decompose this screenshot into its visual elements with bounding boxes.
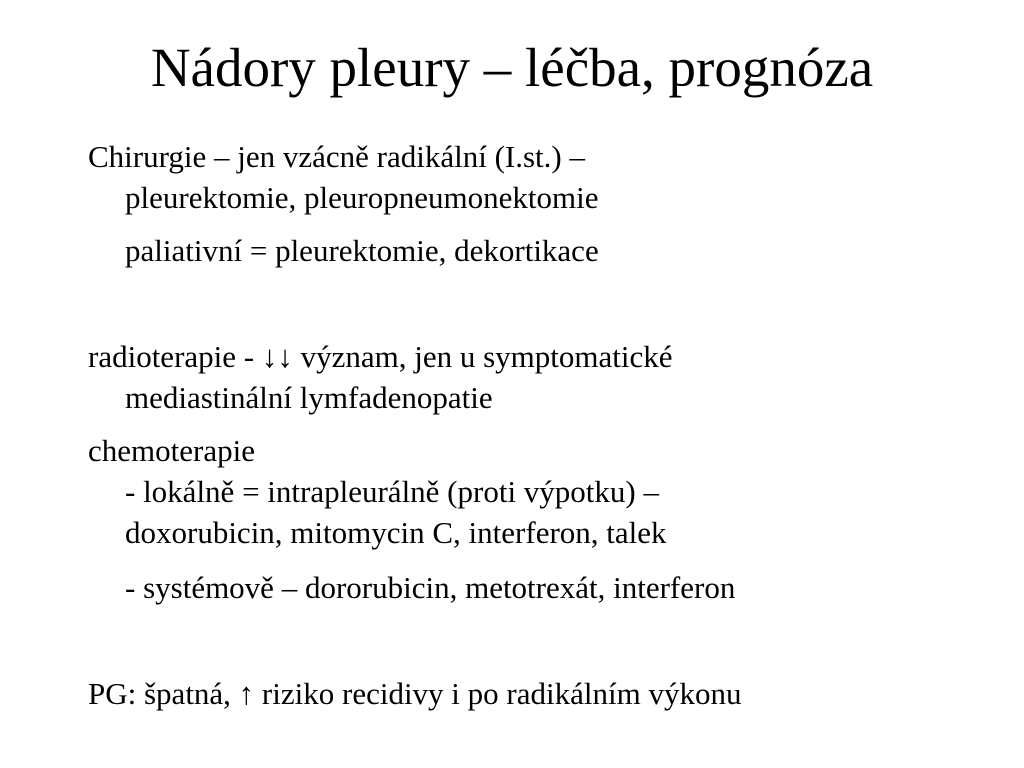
palliative-line: paliativní = pleurektomie, dekortikace <box>125 233 599 268</box>
chemotherapy-heading: chemoterapie <box>88 433 255 468</box>
slide-title: Nádory pleury – léčba, prognóza <box>150 37 874 98</box>
chemotherapy-systemic-line: - systémově – dororubicin, metotrexát, interferon <box>125 570 736 605</box>
chemotherapy-local-drugs-line: doxorubicin, mitomycin C, interferon, talek <box>125 515 667 550</box>
surgery-procedures-line: pleurektomie, pleuropneumonektomie <box>125 180 599 215</box>
surgery-line: Chirurgie – jen vzácně radikální (I.st.) – <box>88 139 585 174</box>
prognosis-line: PG: špatná, ↑ riziko recidivy i po radikálním výkonu <box>88 676 742 711</box>
radiotherapy-detail-line: mediastinální lymfadenopatie <box>125 380 493 415</box>
chemotherapy-local-line: - lokálně = intrapleurálně (proti výpotku) – <box>125 474 659 509</box>
radiotherapy-line: radioterapie - ↓↓ význam, jen u symptomatické <box>88 339 673 374</box>
